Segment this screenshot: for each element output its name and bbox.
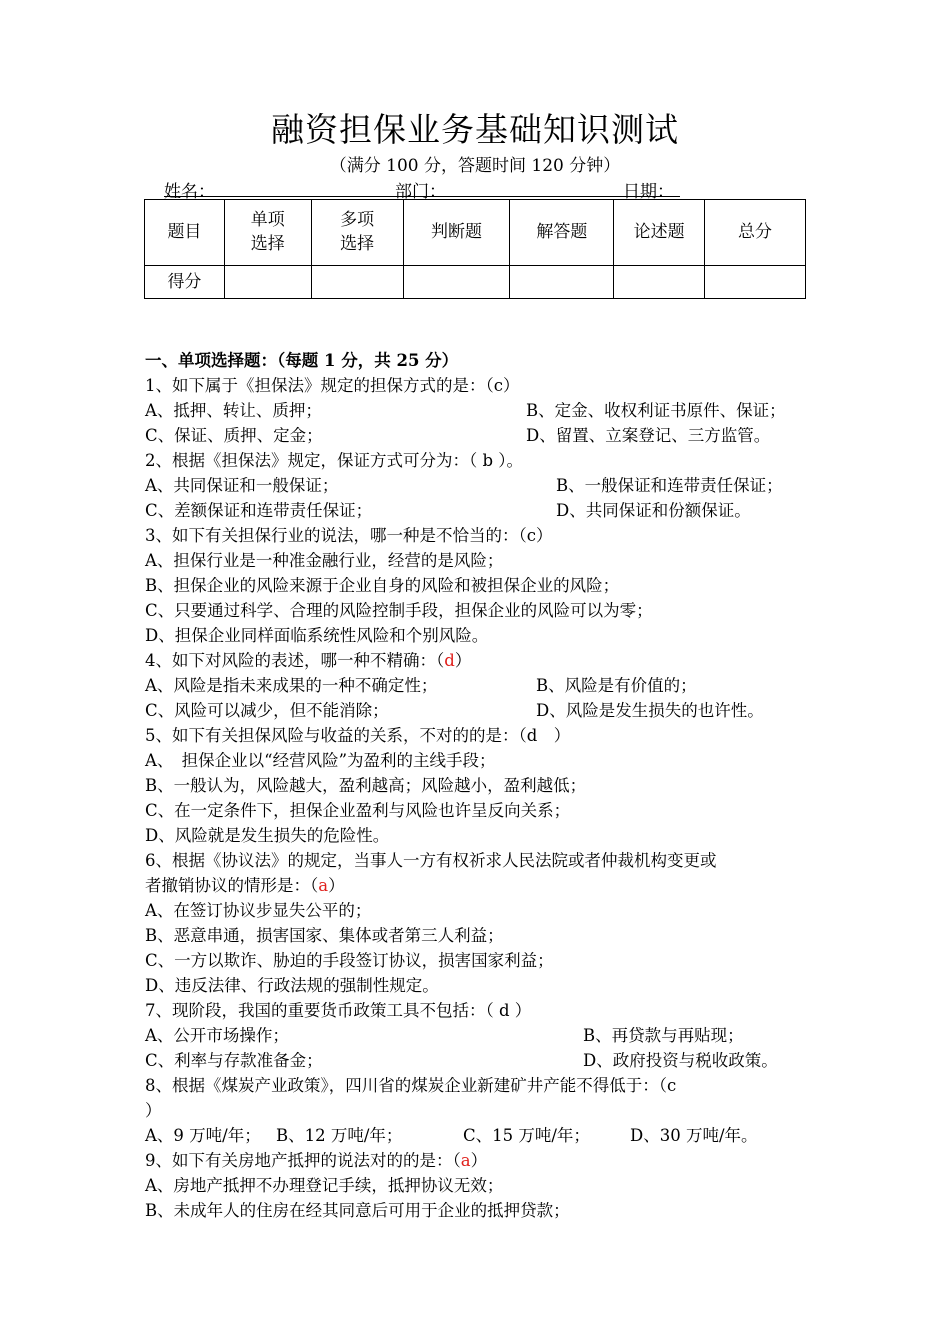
question-text-end: ） [328, 876, 345, 895]
header-cell-item: 题目 [145, 200, 225, 266]
option-c: C、15 万吨/年； [463, 1126, 590, 1145]
question-text: 4、如下对风险的表述，哪一种不精确：（ [145, 651, 445, 670]
question-text-end: ） [454, 651, 472, 670]
option-b: B、定金、收权利证书原件、保证； [526, 401, 786, 420]
option-c: C、风险可以减少，但不能消除； [145, 701, 389, 720]
question-1-options-cd [145, 423, 813, 448]
option-d: D、留置、立案登记、三方监管。 [526, 426, 771, 445]
option-c: C、利率与存款准备金； [145, 1051, 323, 1070]
header-cell-short-answer: 解答题 [510, 200, 614, 266]
dept-label: 部门： [395, 182, 446, 202]
option-c: C、一方以欺诈、胁迫的手段签订协议，损害国家利益； [145, 951, 554, 970]
option-b: B、恶意串通，损害国家、集体或者第三人利益； [145, 926, 504, 945]
option-d: D、风险就是发生损失的危险性。 [145, 826, 390, 845]
question-7: 7、现阶段，我国的重要货币政策工具不包括：（ d ） [145, 1001, 532, 1020]
score-cell[interactable] [403, 265, 510, 298]
section-heading: 一、单项选择题：（每题 1 分，共 25 分） [145, 351, 459, 370]
option-b: B、12 万吨/年； [276, 1126, 403, 1145]
question-6-line-1: 6、根据《协议法》的规定，当事人一方有权祈求人民法院或者仲裁机构变更或 [145, 851, 717, 870]
question-2: 2、根据《担保法》规定，保证方式可分为：（ b ）。 [145, 451, 524, 470]
option-a: A、风险是指未来成果的一种不确定性； [145, 676, 438, 695]
option-b: B、一般保证和连带责任保证； [556, 476, 783, 495]
score-cell[interactable] [224, 265, 311, 298]
score-cell[interactable] [510, 265, 614, 298]
option-b: B、一般认为，风险越大，盈利越高；风险越小，盈利越低； [145, 776, 587, 795]
page-subtitle: （满分 100 分，答题时间 120 分钟） [329, 156, 621, 176]
question-8-options [145, 1123, 813, 1148]
option-a: A、共同保证和一般保证； [145, 476, 339, 495]
question-8-line-1: 8、根据《煤炭产业政策》，四川省的煤炭企业新建矿井产能不得低于：（c [145, 1076, 677, 1095]
question-3: 3、如下有关担保行业的说法，哪一种是不恰当的：（c） [145, 526, 553, 545]
answer-mark: a [318, 876, 329, 895]
option-a: A、担保行业是一种准金融行业，经营的是风险； [145, 551, 504, 570]
section-single-choice [145, 348, 813, 1223]
score-row-label: 得分 [145, 265, 225, 298]
option-b: B、未成年人的住房在经其同意后可用于企业的抵押贷款； [145, 1201, 570, 1220]
header-cell-total: 总分 [705, 200, 806, 266]
score-table-header-row [145, 200, 806, 266]
option-b: B、风险是有价值的； [536, 676, 697, 695]
question-6-line-2 [145, 873, 813, 898]
question-1-options-ab [145, 398, 813, 423]
option-a: A、 担保企业以“经营风险”为盈利的主线手段； [145, 751, 496, 770]
header-cell-true-false: 判断题 [403, 200, 510, 266]
option-d: D、共同保证和份额保证。 [556, 501, 751, 520]
option-a: A、抵押、转让、质押； [145, 401, 322, 420]
option-c: C、保证、质押、定金； [145, 426, 323, 445]
option-d: D、风险是发生损失的也许性。 [536, 701, 764, 720]
name-label: 姓名： [164, 182, 215, 202]
dept-underline [395, 196, 623, 197]
question-8-line-2: ） [145, 1101, 162, 1120]
option-d: D、30 万吨/年。 [630, 1126, 758, 1145]
question-text: 9、如下有关房地产抵押的说法对的的是：（ [145, 1151, 461, 1170]
examinee-info [164, 177, 684, 202]
question-7-options-ab [145, 1023, 813, 1048]
option-b: B、担保企业的风险来源于企业自身的风险和被担保企业的风险； [145, 576, 620, 595]
header-cell-essay: 论述题 [614, 200, 705, 266]
page-title: 融资担保业务基础知识测试 [271, 110, 679, 149]
option-c: C、只要通过科学、合理的风险控制手段，担保企业的风险可以为零； [145, 601, 653, 620]
question-7-options-cd [145, 1048, 813, 1073]
question-1: 1、如下属于《担保法》规定的担保方式的是：（c） [145, 376, 520, 395]
question-4-options-ab [145, 673, 813, 698]
question-4-options-cd [145, 698, 813, 723]
question-2-options-ab [145, 473, 813, 498]
score-cell[interactable] [705, 265, 806, 298]
option-c: C、在一定条件下，担保企业盈利与风险也许呈反向关系； [145, 801, 571, 820]
question-2-options-cd [145, 498, 813, 523]
score-cell[interactable] [311, 265, 403, 298]
option-a: A、9 万吨/年； [145, 1126, 261, 1145]
date-label: 日期： [623, 182, 674, 202]
question-4 [145, 648, 813, 673]
answer-mark: d [444, 651, 455, 670]
header-cell-single-choice: 单项 选择 [224, 200, 311, 266]
question-text: 者撤销协议的情形是：（ [145, 876, 319, 895]
header-cell-multi-choice: 多项 选择 [311, 200, 403, 266]
option-d: D、政府投资与税收政策。 [583, 1051, 778, 1070]
option-b: B、再贷款与再贴现； [583, 1026, 744, 1045]
option-a: A、公开市场操作； [145, 1026, 289, 1045]
date-underline [623, 196, 680, 197]
option-c: C、差额保证和连带责任保证； [145, 501, 373, 520]
option-d: D、违反法律、行政法规的强制性规定。 [145, 976, 439, 995]
answer-mark: a [460, 1151, 471, 1170]
score-table-score-row [145, 265, 806, 298]
name-underline [164, 196, 399, 197]
option-a: A、在签订协议步显失公平的； [145, 901, 372, 920]
score-cell[interactable] [614, 265, 705, 298]
question-9 [145, 1148, 813, 1173]
score-table [144, 199, 806, 299]
option-d: D、担保企业同样面临系统性风险和个别风险。 [145, 626, 489, 645]
question-text-end: ） [470, 1151, 488, 1170]
option-a: A、房地产抵押不办理登记手续，抵押协议无效； [145, 1176, 504, 1195]
question-5: 5、如下有关担保风险与收益的关系，不对的的是：（d ） [145, 726, 571, 745]
